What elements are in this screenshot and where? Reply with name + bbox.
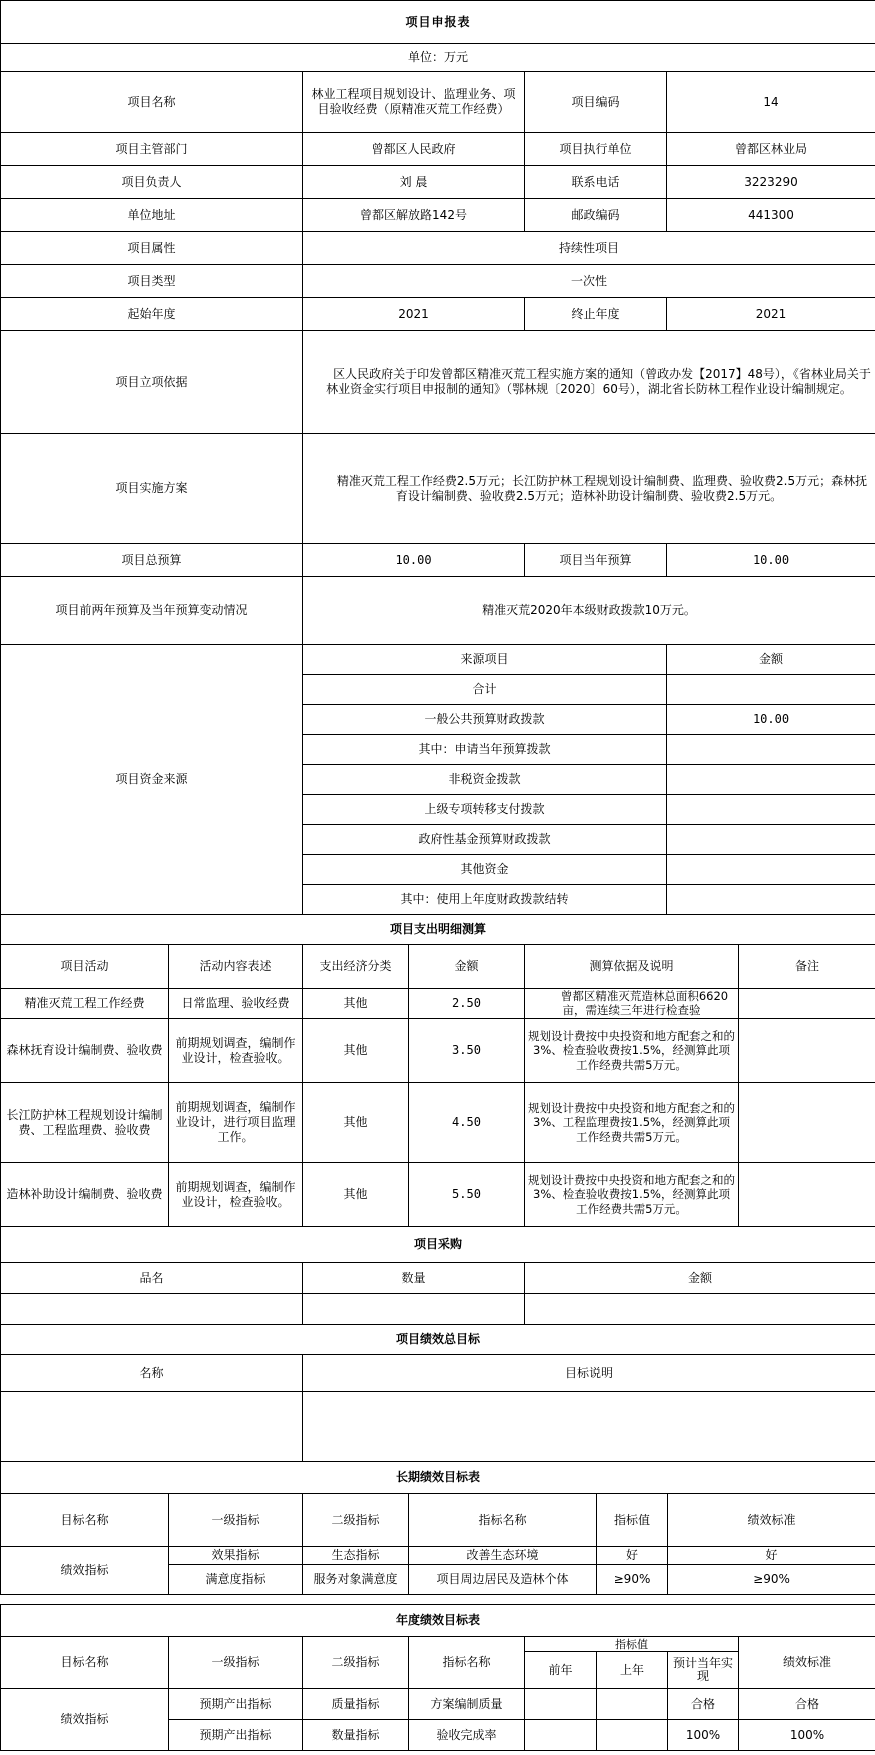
expense-category: 其他	[303, 1163, 409, 1227]
long-term-indicator: 项目周边居民及造林个体	[409, 1565, 597, 1595]
annual-goal-table	[0, 1604, 875, 1751]
long-term-standard: 好	[668, 1547, 875, 1565]
expense-note	[739, 1083, 875, 1163]
expense-activity: 森林抚育设计编制费、验收费	[1, 1019, 169, 1083]
overall-goal-section-title: 项目绩效总目标	[1, 1325, 875, 1355]
funding-amount-header: 金额	[667, 645, 875, 675]
procurement-section-title: 项目采购	[1, 1227, 875, 1263]
table-row	[1, 1083, 875, 1163]
long-term-header-cell: 一级指标	[169, 1494, 303, 1547]
attribute-value: 持续性项目	[303, 232, 875, 265]
long-term-standard: ≥90%	[668, 1565, 875, 1595]
funding-row-amount	[667, 885, 875, 915]
long-term-level1: 效果指标	[169, 1547, 303, 1565]
long-term-header-cell: 二级指标	[303, 1494, 409, 1547]
zip-value: 441300	[667, 199, 875, 232]
expense-section-title: 项目支出明细测算	[1, 915, 875, 945]
long-term-indicator: 改善生态环境	[409, 1547, 597, 1565]
long-term-level2: 生态指标	[303, 1547, 409, 1565]
expense-note	[739, 1019, 875, 1083]
address-value: 曾都区解放路142号	[303, 199, 525, 232]
unit-label: 单位：万元	[1, 44, 875, 72]
annual-prev1	[597, 1720, 668, 1751]
annual-prev2	[525, 1720, 597, 1751]
long-term-level1: 满意度指标	[169, 1565, 303, 1595]
expense-basis: 规划设计费按中央投资和地方配套之和的3%、工程监理费按1.5%，经测算此项工作经费共需5万元。	[525, 1083, 739, 1163]
table-row	[1, 989, 875, 1019]
annual-header-cell: 上年	[597, 1652, 668, 1689]
funding-row-label: 其中：使用上年度财政拨款结转	[303, 885, 667, 915]
expense-header-cell: 备注	[739, 945, 875, 989]
expense-content: 日常监理、验收经费	[169, 989, 303, 1019]
expense-detail-table	[0, 914, 875, 1227]
expense-header-cell: 项目活动	[1, 945, 169, 989]
annual-header-cell: 二级指标	[303, 1637, 409, 1689]
total-budget-label: 项目总预算	[1, 544, 303, 577]
project-name-label: 项目名称	[1, 72, 303, 133]
project-code-label: 项目编码	[525, 72, 667, 133]
annual-header-cell: 目标名称	[1, 1637, 169, 1689]
basis-label: 项目立项依据	[1, 331, 303, 434]
basis-value: 区人民政府关于印发曾都区精准灭荒工程实施方案的通知（曾政办发【2017】48号），《省林业局关于林业资金实行项目申报制的通知》（鄂林规〔2020〕60号），湖北省长防林工程作业设计编制规定。	[303, 331, 875, 434]
plan-value: 精准灭荒工程工作经费2.5万元；长江防护林工程规划设计编制费、监理费、验收费2.5万元；森林抚育设计编制费、验收费2.5万元；造林补助设计编制费、验收费2.5万元。	[303, 434, 875, 544]
exec-unit-label: 项目执行单位	[525, 133, 667, 166]
funding-row-label: 非税资金拨款	[303, 765, 667, 795]
funding-source-label: 项目资金来源	[1, 645, 303, 915]
start-year-value: 2021	[303, 298, 525, 331]
expense-activity: 精准灭荒工程工作经费	[1, 989, 169, 1019]
exec-unit-value: 曾都区林业局	[667, 133, 875, 166]
expense-category: 其他	[303, 1083, 409, 1163]
zip-label: 邮政编码	[525, 199, 667, 232]
expense-content: 前期规划调查，编制作业设计，检查验收。	[169, 1163, 303, 1227]
annual-expected: 合格	[668, 1689, 739, 1720]
start-year-label: 起始年度	[1, 298, 303, 331]
expense-basis: 规划设计费按中央投资和地方配套之和的3%、检查验收费按1.5%，经测算此项工作经费共需5万元。	[525, 1163, 739, 1227]
funding-row-label: 政府性基金预算财政拨款	[303, 825, 667, 855]
long-term-value: 好	[597, 1547, 668, 1565]
expense-activity: 造林补助设计编制费、验收费	[1, 1163, 169, 1227]
funding-row-amount	[667, 825, 875, 855]
annual-header-cell: 绩效标准	[739, 1637, 875, 1689]
annual-header-cell: 指标值	[525, 1637, 739, 1652]
funding-row-label: 一般公共预算财政拨款	[303, 705, 667, 735]
long-term-goal-table	[0, 1461, 875, 1595]
annual-header-cell: 前年	[525, 1652, 597, 1689]
expense-amount: 5.50	[409, 1163, 525, 1227]
year-budget-value: 10.00	[667, 544, 875, 577]
annual-standard: 100%	[739, 1720, 875, 1751]
annual-standard: 合格	[739, 1689, 875, 1720]
expense-header-cell: 支出经济分类	[303, 945, 409, 989]
funding-row-label: 合计	[303, 675, 667, 705]
annual-expected: 100%	[668, 1720, 739, 1751]
annual-level2: 数量指标	[303, 1720, 409, 1751]
expense-note	[739, 989, 875, 1019]
expense-header-cell: 测算依据及说明	[525, 945, 739, 989]
end-year-label: 终止年度	[525, 298, 667, 331]
overall-goal-header-cell: 目标说明	[303, 1355, 875, 1392]
long-term-header-cell: 指标值	[597, 1494, 668, 1547]
long-term-header-cell: 目标名称	[1, 1494, 169, 1547]
long-term-header-cell: 指标名称	[409, 1494, 597, 1547]
annual-level2: 质量指标	[303, 1689, 409, 1720]
table-row	[1, 1163, 875, 1227]
end-year-value: 2021	[667, 298, 875, 331]
owner-value: 刘 晨	[303, 166, 525, 199]
expense-amount: 3.50	[409, 1019, 525, 1083]
funding-row-amount	[667, 795, 875, 825]
procurement-header-cell: 数量	[303, 1263, 525, 1294]
expense-amount: 4.50	[409, 1083, 525, 1163]
long-term-header-cell: 绩效标准	[668, 1494, 875, 1547]
long-term-section-title: 长期绩效目标表	[1, 1462, 875, 1494]
funding-row-amount	[667, 765, 875, 795]
dept-label: 项目主管部门	[1, 133, 303, 166]
expense-content: 前期规划调查，编制作业设计，进行项目监理工作。	[169, 1083, 303, 1163]
annual-prev1	[597, 1689, 668, 1720]
expense-amount: 2.50	[409, 989, 525, 1019]
expense-header-cell: 活动内容表述	[169, 945, 303, 989]
annual-group-label: 绩效指标	[1, 1689, 169, 1751]
funding-row-amount: 10.00	[667, 705, 875, 735]
funding-source-header: 来源项目	[303, 645, 667, 675]
expense-note	[739, 1163, 875, 1227]
table-row	[1, 1689, 875, 1720]
expense-category: 其他	[303, 1019, 409, 1083]
annual-header-cell: 指标名称	[409, 1637, 525, 1689]
annual-header-cell: 预计当年实现	[668, 1652, 739, 1689]
table-row	[1, 1392, 875, 1462]
phone-label: 联系电话	[525, 166, 667, 199]
funding-row-amount	[667, 675, 875, 705]
table-row	[1, 1294, 875, 1325]
attribute-label: 项目属性	[1, 232, 303, 265]
year-budget-label: 项目当年预算	[525, 544, 667, 577]
annual-level1: 预期产出指标	[169, 1720, 303, 1751]
project-code-value: 14	[667, 72, 875, 133]
long-term-level2: 服务对象满意度	[303, 1565, 409, 1595]
annual-indicator: 方案编制质量	[409, 1689, 525, 1720]
budget-change-value: 精准灭荒2020年本级财政拨款10万元。	[303, 577, 875, 645]
expense-basis: 曾都区精准灭荒造林总面积6620亩，需连续三年进行检查验	[525, 989, 739, 1019]
address-label: 单位地址	[1, 199, 303, 232]
annual-level1: 预期产出指标	[169, 1689, 303, 1720]
procurement-goal-table	[0, 1226, 875, 1462]
long-term-value: ≥90%	[597, 1565, 668, 1595]
expense-basis: 规划设计费按中央投资和地方配套之和的3%、检查验收费按1.5%，经测算此项工作经费共需5万元。	[525, 1019, 739, 1083]
funding-row-amount	[667, 735, 875, 765]
annual-prev2	[525, 1689, 597, 1720]
annual-header-cell: 一级指标	[169, 1637, 303, 1689]
procurement-header-cell: 金额	[525, 1263, 875, 1294]
table-row	[1, 1019, 875, 1083]
table-row	[1, 1547, 875, 1565]
annual-section-title: 年度绩效目标表	[1, 1605, 875, 1637]
budget-change-label: 项目前两年预算及当年预算变动情况	[1, 577, 303, 645]
phone-value: 3223290	[667, 166, 875, 199]
funding-row-label: 其中：申请当年预算拨款	[303, 735, 667, 765]
total-budget-value: 10.00	[303, 544, 525, 577]
overall-goal-header-cell: 名称	[1, 1355, 303, 1392]
long-term-group-label: 绩效指标	[1, 1547, 169, 1595]
type-value: 一次性	[303, 265, 875, 298]
funding-row-label: 上级专项转移支付拨款	[303, 795, 667, 825]
plan-label: 项目实施方案	[1, 434, 303, 544]
expense-content: 前期规划调查，编制作业设计，检查验收。	[169, 1019, 303, 1083]
expense-category: 其他	[303, 989, 409, 1019]
funding-row-label: 其他资金	[303, 855, 667, 885]
type-label: 项目类型	[1, 265, 303, 298]
funding-row-amount	[667, 855, 875, 885]
owner-label: 项目负责人	[1, 166, 303, 199]
project-name-value: 林业工程项目规划设计、监理业务、项目验收经费（原精准灭荒工作经费）	[303, 72, 525, 133]
expense-header-cell: 金额	[409, 945, 525, 989]
expense-activity: 长江防护林工程规划设计编制费、工程监理费、验收费	[1, 1083, 169, 1163]
dept-value: 曾都区人民政府	[303, 133, 525, 166]
page-title: 项目申报表	[1, 1, 875, 44]
annual-indicator: 验收完成率	[409, 1720, 525, 1751]
procurement-header-cell: 品名	[1, 1263, 303, 1294]
